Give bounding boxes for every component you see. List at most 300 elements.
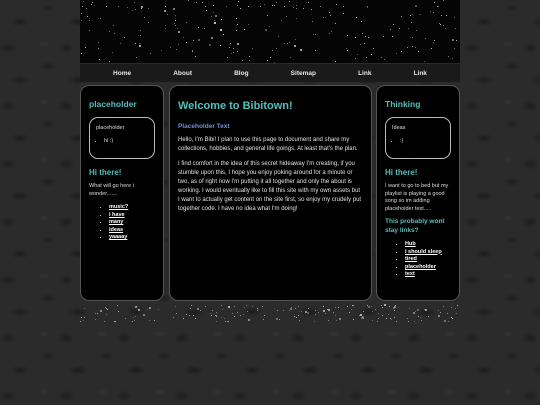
star-decoration — [196, 2, 197, 3]
star-decoration — [81, 20, 82, 21]
sparkle-decoration — [205, 306, 206, 307]
sparkle-decoration — [438, 310, 439, 311]
star-decoration — [434, 40, 435, 41]
star-decoration — [165, 6, 166, 7]
sparkle-decoration — [276, 318, 278, 320]
star-decoration — [249, 60, 250, 61]
star-decoration — [434, 2, 435, 3]
star-decoration — [303, 8, 304, 9]
list-item — [405, 271, 451, 279]
right-link-sleep[interactable]: i should sleep — [405, 248, 442, 255]
star-decoration — [227, 57, 228, 58]
star-decoration — [443, 0, 444, 1]
sparkle-decoration — [135, 316, 136, 317]
list-item — [109, 212, 155, 220]
star-decoration — [229, 47, 230, 48]
star-decoration — [430, 11, 431, 12]
star-decoration — [124, 37, 125, 38]
star-decoration — [236, 30, 237, 31]
sparkle-decoration — [444, 320, 446, 322]
sparkle-decoration — [386, 318, 387, 319]
star-decoration — [237, 51, 238, 52]
star-decoration — [365, 36, 366, 37]
star-decoration — [109, 31, 110, 32]
list-item — [405, 241, 451, 249]
star-decoration — [81, 53, 82, 54]
star-decoration — [455, 28, 456, 29]
star-decoration — [106, 6, 107, 7]
star-decoration — [440, 24, 441, 25]
star-decoration — [92, 2, 93, 3]
star-decoration — [433, 12, 434, 13]
nav-link-2[interactable]: Link — [413, 69, 427, 77]
list-item — [405, 256, 451, 264]
star-decoration — [135, 9, 136, 10]
sparkle-decoration — [375, 309, 376, 310]
sparkle-decoration — [440, 312, 441, 313]
star-decoration — [264, 4, 265, 5]
star-decoration — [416, 30, 417, 31]
star-decoration — [99, 59, 100, 60]
star-decoration — [343, 13, 344, 14]
star-decoration — [242, 60, 243, 61]
sparkle-decoration — [212, 310, 213, 311]
star-decoration — [311, 9, 312, 10]
star-decoration — [362, 33, 363, 34]
star-decoration — [407, 47, 408, 48]
star-decoration — [176, 49, 177, 50]
left-link-ideas[interactable]: ideas — [109, 226, 124, 233]
star-decoration — [132, 10, 133, 11]
sparkle-decoration — [81, 317, 82, 318]
star-decoration — [336, 4, 337, 5]
main-content — [169, 85, 372, 301]
star-decoration — [396, 53, 397, 54]
left-link-yaaaay[interactable]: yaaaay — [109, 234, 128, 241]
sparkle-decoration — [83, 320, 84, 321]
star-decoration — [198, 39, 200, 41]
sparkle-decoration — [190, 308, 191, 309]
star-decoration — [373, 48, 374, 49]
star-decoration — [460, 1, 461, 2]
sparkle-decoration — [186, 314, 187, 315]
sparkle-decoration — [193, 315, 194, 316]
star-decoration — [330, 15, 331, 16]
sparkle-decoration — [149, 320, 150, 321]
nav-blog[interactable]: Blog — [234, 69, 249, 77]
right-link-text[interactable]: text — [405, 271, 415, 278]
star-decoration — [237, 24, 238, 25]
sparkle-decoration — [247, 311, 248, 312]
star-decoration — [355, 37, 356, 38]
star-decoration — [195, 56, 196, 57]
star-decoration — [167, 14, 168, 15]
star-decoration — [136, 57, 137, 58]
star-decoration — [237, 5, 238, 6]
star-decoration — [209, 44, 211, 46]
star-decoration — [300, 49, 302, 51]
left-box-item: • hi :) — [104, 138, 148, 144]
star-decoration — [284, 6, 285, 7]
star-decoration — [289, 1, 290, 2]
sparkle-decoration — [118, 311, 119, 312]
sparkle-decoration — [452, 318, 453, 319]
sparkle-decoration — [323, 306, 324, 307]
sparkle-decoration — [279, 319, 280, 320]
page-wrapper — [80, 0, 460, 301]
sparkle-decoration — [339, 318, 341, 320]
sparkle-decoration — [417, 309, 419, 311]
star-decoration — [320, 6, 321, 7]
sparkle-decoration — [143, 314, 145, 316]
star-decoration — [94, 5, 95, 6]
sparkle-decoration — [301, 311, 302, 312]
star-decoration — [412, 37, 413, 38]
star-decoration — [178, 44, 179, 45]
star-decoration — [452, 58, 453, 59]
sparkle-decoration — [221, 305, 222, 306]
left-link-list — [89, 204, 155, 242]
star-decoration — [221, 19, 222, 20]
sparkle-decoration — [228, 306, 230, 308]
nav-sitemap[interactable]: Sitemap — [290, 69, 316, 77]
left-link-i-have[interactable]: i have — [109, 211, 125, 218]
sparkle-decoration — [294, 316, 295, 317]
star-decoration — [272, 50, 273, 51]
intro-paragraph: Hello, I'm Bibi! I plan to use this page to document and share my collections, hobbies, and general life goings. At least that's the plan. — [178, 137, 358, 152]
star-decoration — [174, 23, 175, 24]
star-decoration — [390, 29, 391, 30]
star-decoration — [118, 6, 119, 7]
star-decoration — [211, 16, 212, 17]
star-decoration — [420, 14, 421, 15]
star-decoration — [323, 17, 324, 18]
list-item — [405, 249, 451, 257]
star-decoration — [237, 43, 239, 45]
star-decoration — [408, 28, 409, 29]
sparkle-decoration — [438, 315, 440, 317]
sparkle-decoration — [257, 308, 258, 309]
star-decoration — [249, 56, 250, 57]
star-decoration — [135, 43, 136, 44]
star-decoration — [150, 53, 151, 54]
sparkle-decoration — [367, 305, 368, 306]
star-decoration — [140, 30, 141, 31]
star-decoration — [236, 18, 237, 19]
sparkle-decoration — [248, 319, 250, 321]
sparkle-decoration — [176, 313, 177, 314]
sparkle-decoration — [84, 308, 85, 309]
right-link-placeholder[interactable]: placeholder — [405, 263, 436, 270]
star-decoration — [343, 6, 344, 7]
star-decoration — [431, 48, 432, 49]
star-decoration — [267, 60, 268, 61]
star-decoration — [220, 45, 221, 46]
star-decoration — [438, 6, 439, 7]
sparkle-decoration — [382, 315, 383, 316]
star-decoration — [329, 12, 330, 13]
left-greeting: Hi there! — [89, 168, 122, 177]
star-decoration — [139, 43, 140, 44]
right-sidebar — [376, 85, 460, 301]
sparkle-decoration — [394, 310, 395, 311]
nav-about[interactable]: About — [173, 69, 192, 77]
star-decoration — [223, 34, 224, 35]
star-decoration — [178, 31, 180, 33]
sparkle-decoration — [97, 313, 98, 314]
sparkle-decoration — [200, 310, 201, 311]
star-decoration — [265, 29, 267, 31]
star-decoration — [356, 17, 357, 18]
star-decoration — [274, 5, 275, 6]
star-decoration — [411, 22, 412, 23]
star-decoration — [312, 21, 313, 22]
sparkle-decoration — [197, 308, 199, 310]
left-box-label: placeholder — [96, 125, 125, 131]
sparkle-decoration — [173, 317, 174, 318]
sparkle-decoration — [420, 317, 421, 318]
star-decoration — [89, 20, 90, 21]
sparkle-decoration — [243, 314, 244, 315]
star-decoration — [82, 6, 83, 7]
star-decoration — [127, 7, 128, 8]
star-decoration — [148, 22, 149, 23]
sparkle-decoration — [388, 314, 389, 315]
star-decoration — [214, 22, 216, 24]
star-decoration — [360, 44, 361, 45]
sparkle-decoration — [377, 321, 378, 322]
sparkle-decoration — [409, 308, 410, 309]
sparkle-decoration — [234, 306, 235, 307]
sparkle-decoration — [347, 306, 348, 307]
star-decoration — [175, 25, 176, 26]
star-decoration — [401, 16, 402, 17]
sparkle-decoration — [389, 306, 390, 307]
star-decoration — [315, 34, 316, 35]
star-decoration — [204, 28, 205, 29]
sparkle-decoration — [216, 316, 217, 317]
star-decoration — [170, 47, 171, 48]
star-decoration — [220, 29, 222, 31]
star-decoration — [335, 61, 336, 62]
star-decoration — [83, 1, 84, 2]
star-decoration — [433, 42, 434, 43]
star-decoration — [329, 33, 330, 34]
star-decoration — [248, 6, 249, 7]
sparkle-decoration — [415, 311, 416, 312]
starry-banner — [80, 0, 460, 63]
sparkle-decoration — [95, 319, 96, 320]
star-decoration — [213, 5, 214, 6]
nav-home[interactable]: Home — [113, 69, 132, 77]
sparkle-decoration — [252, 306, 253, 307]
sparkle-decoration — [408, 321, 409, 322]
star-decoration — [114, 33, 115, 34]
top-nav — [80, 64, 460, 82]
sparkle-decoration — [154, 320, 155, 321]
right-box-label: Ideas — [392, 125, 406, 131]
sparkle-decoration — [189, 315, 190, 316]
sparkle-decoration — [262, 306, 263, 307]
star-decoration — [98, 48, 99, 49]
sparkle-decoration — [283, 310, 284, 311]
left-text: What will go here i wonder....... — [89, 183, 134, 197]
sparkle-decoration — [378, 318, 379, 319]
star-decoration — [269, 26, 270, 27]
star-decoration — [134, 2, 135, 3]
star-decoration — [437, 6, 438, 7]
sparkle-decoration — [125, 318, 126, 319]
sparkle-decoration — [428, 316, 429, 317]
list-item — [109, 234, 155, 242]
star-decoration — [278, 36, 279, 37]
star-decoration — [335, 23, 336, 24]
star-decoration — [401, 51, 402, 52]
sparkle-decoration — [371, 306, 372, 307]
star-decoration — [368, 37, 369, 38]
star-decoration — [175, 15, 176, 16]
star-decoration — [144, 17, 145, 18]
star-decoration — [85, 47, 86, 48]
sparkle-decoration — [421, 320, 422, 321]
sparkle-decoration — [353, 305, 354, 306]
star-decoration — [140, 35, 141, 36]
star-decoration — [331, 31, 332, 32]
right-sidebar-title: Thinking — [385, 99, 421, 109]
sparkle-decoration — [232, 313, 233, 314]
sparkle-decoration — [448, 321, 449, 322]
star-decoration — [109, 61, 110, 62]
left-info-box — [89, 117, 155, 159]
star-decoration — [454, 17, 455, 18]
star-decoration — [175, 20, 176, 21]
sparkle-decoration — [107, 309, 108, 310]
star-decoration — [446, 15, 447, 16]
star-decoration — [91, 4, 92, 5]
sparkle-decoration — [328, 309, 330, 311]
star-decoration — [113, 25, 114, 26]
star-decoration — [164, 10, 166, 12]
star-decoration — [347, 50, 348, 51]
star-decoration — [276, 48, 277, 49]
right-greeting: Hi there! — [385, 168, 418, 177]
sparkle-decoration — [264, 315, 265, 316]
star-decoration — [412, 14, 413, 15]
nav-link-1[interactable]: Link — [358, 69, 372, 77]
star-decoration — [139, 45, 141, 47]
star-decoration — [238, 1, 239, 2]
sparkle-decoration — [106, 314, 107, 315]
sparkle-decoration — [277, 310, 278, 311]
star-decoration — [439, 23, 440, 24]
list-item — [109, 219, 155, 227]
sparkle-decoration — [221, 317, 222, 318]
right-link-hub[interactable]: Hub — [405, 241, 416, 247]
star-decoration — [148, 8, 149, 9]
star-decoration — [274, 62, 275, 63]
sparkle-decoration — [308, 308, 309, 309]
star-decoration — [267, 15, 268, 16]
star-decoration — [165, 28, 166, 29]
sparkle-decoration — [237, 312, 238, 313]
sparkle-decoration — [289, 310, 290, 311]
right-link-list — [385, 241, 451, 279]
star-decoration — [161, 50, 162, 51]
sparkle-decoration — [335, 307, 336, 308]
star-decoration — [367, 7, 368, 8]
star-decoration — [188, 0, 189, 1]
sparkle-decoration — [396, 321, 397, 322]
sparkle-decoration — [84, 317, 85, 318]
star-decoration — [392, 36, 393, 37]
star-decoration — [202, 2, 203, 3]
sparkle-decoration — [451, 307, 452, 308]
sparkle-decoration — [80, 321, 81, 322]
star-decoration — [452, 39, 454, 41]
sparkle-decoration — [211, 315, 212, 316]
sparkle-decoration — [216, 321, 217, 322]
star-decoration — [252, 48, 253, 49]
sparkle-decoration — [290, 308, 292, 310]
sparkle-decoration — [114, 321, 116, 323]
sparkle-decoration — [298, 306, 299, 307]
star-decoration — [186, 42, 187, 43]
sparkle-decoration — [224, 318, 225, 319]
star-decoration — [100, 18, 101, 19]
star-decoration — [260, 6, 261, 7]
star-decoration — [240, 8, 241, 9]
star-decoration — [315, 50, 316, 51]
sparkle-decoration — [315, 314, 316, 315]
star-decoration — [364, 43, 365, 44]
sparkle-decoration — [443, 306, 444, 307]
sparkle-decoration — [363, 311, 364, 312]
star-decoration — [425, 38, 426, 39]
sparkle-decoration — [234, 316, 235, 317]
right-links-heading: This probably wont stay links? — [385, 218, 445, 234]
right-link-tired[interactable]: tired — [405, 256, 417, 263]
sparkle-decoration — [447, 313, 448, 314]
star-decoration — [244, 29, 245, 30]
sparkle-decoration — [228, 321, 229, 322]
star-decoration — [289, 42, 290, 43]
sparkle-decoration — [257, 310, 258, 311]
columns — [80, 85, 460, 301]
star-decoration — [379, 63, 381, 64]
right-box-item: • :) — [400, 138, 444, 144]
sparkle-decoration — [222, 309, 223, 310]
left-link-music[interactable]: music? — [109, 204, 129, 210]
sparkle-divider — [80, 304, 460, 322]
star-decoration — [81, 13, 82, 14]
main-subtitle: Placeholder Text — [178, 123, 230, 130]
star-decoration — [120, 43, 121, 44]
sparkle-decoration — [175, 306, 176, 307]
left-link-many[interactable]: many — [109, 219, 124, 226]
sparkle-decoration — [296, 317, 297, 318]
star-decoration — [418, 51, 419, 52]
star-decoration — [393, 24, 394, 25]
list-item — [109, 227, 155, 235]
sparkle-decoration — [455, 308, 456, 309]
star-decoration — [448, 56, 449, 57]
star-decoration — [294, 45, 296, 47]
sparkle-decoration — [117, 305, 118, 306]
star-decoration — [383, 36, 384, 37]
star-decoration — [308, 2, 309, 3]
sparkle-decoration — [349, 312, 350, 313]
sparkle-decoration — [413, 312, 415, 314]
